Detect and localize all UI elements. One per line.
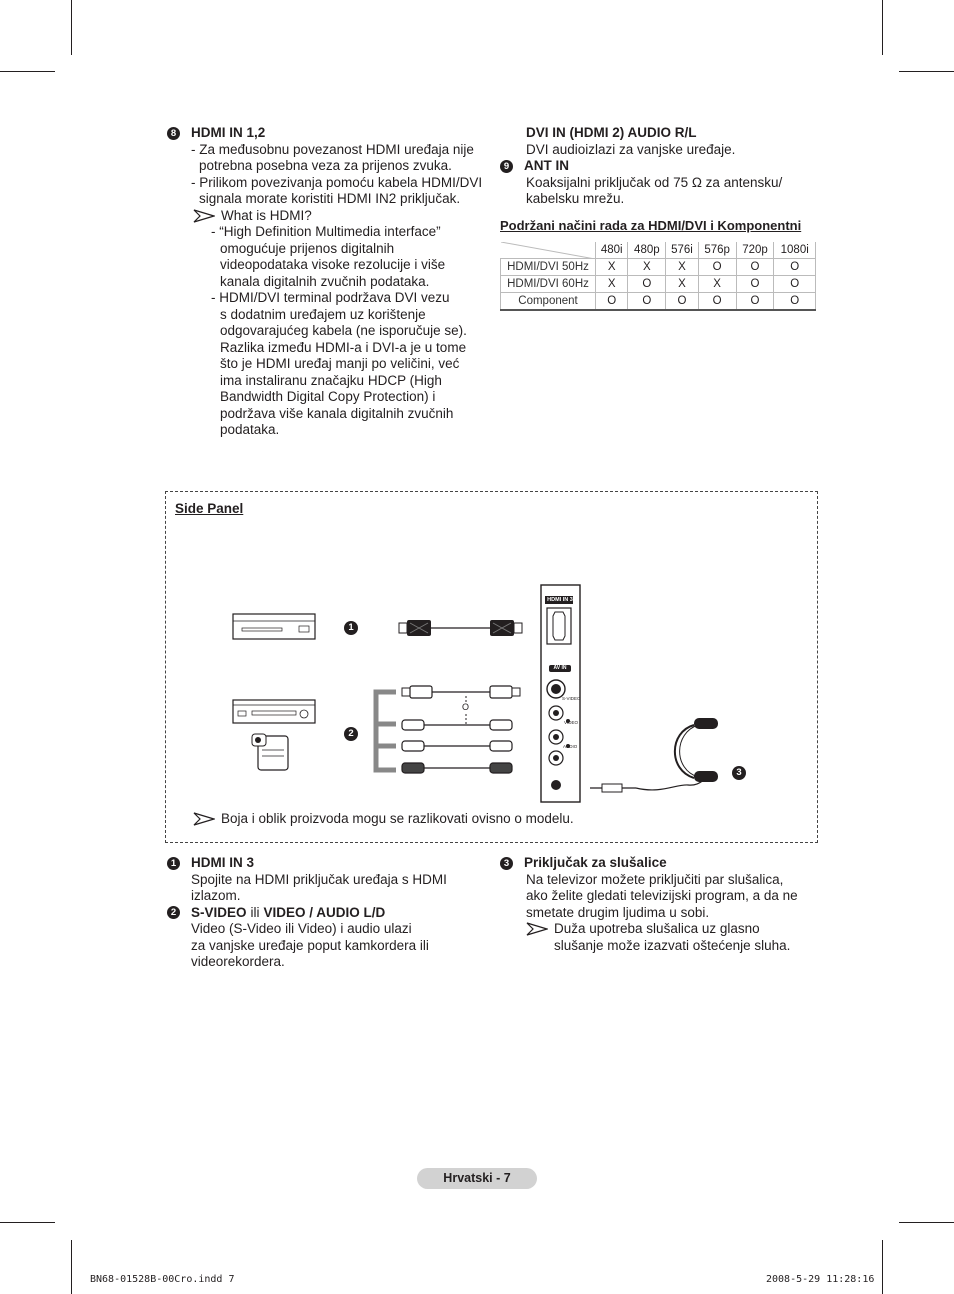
table-cell: X bbox=[698, 276, 736, 293]
side-panel-box bbox=[165, 491, 818, 843]
note-item-line: Bandwidth Digital Copy Protection) i bbox=[220, 389, 436, 404]
hdmi-line: - Za međusobnu povezanost HDMI uređaja nije bbox=[191, 141, 474, 157]
hdmi-note-title: What is HDMI? bbox=[221, 207, 312, 223]
svideo-label: S-VIDEO bbox=[562, 696, 581, 701]
table-cell: O bbox=[698, 293, 736, 311]
callout-3-number: 3 bbox=[736, 767, 742, 778]
table-header-cell: 1080i bbox=[774, 242, 816, 259]
headphones-icon bbox=[590, 718, 718, 792]
table-cell: X bbox=[596, 276, 628, 293]
item2-title-b: VIDEO / AUDIO L/D bbox=[263, 904, 386, 920]
page-number-badge: Hrvatski - 7 bbox=[417, 1168, 537, 1189]
hdmi-line: - Prilikom povezivanja pomoću kabela HDMI/DVI bbox=[191, 174, 483, 190]
crop-mark bbox=[71, 0, 72, 55]
crop-mark bbox=[882, 0, 883, 55]
dvd-player-icon bbox=[233, 614, 315, 639]
note-item-line: odgovarajućeg kabela (ne isporučuje se). bbox=[220, 323, 467, 338]
crop-mark bbox=[899, 71, 954, 72]
item3-line: smetate drugim ljudima u sobi. bbox=[526, 904, 710, 920]
item2-line: za vanjske uređaje poput kamkordera ili bbox=[191, 937, 429, 953]
hdmi-section-title: HDMI IN 1,2 bbox=[191, 125, 266, 140]
item3-note-line: slušanje može izazvati oštećenje sluha. bbox=[554, 937, 791, 953]
item3-line: Na televizor možete priključiti par slušalica, bbox=[526, 871, 784, 887]
item2-title-mid: ili bbox=[250, 904, 260, 920]
note-arrow-icon bbox=[193, 209, 215, 223]
table-cell: X bbox=[666, 259, 698, 276]
side-panel-note bbox=[193, 811, 574, 828]
ant-line: Koaksijalni priključak od 75 Ω za antensku/ bbox=[526, 174, 783, 190]
note-item-line: što je HDMI uređaj manji po veličini, već bbox=[220, 356, 460, 371]
table-header-cell: 480i bbox=[596, 242, 628, 259]
hdmi-cable bbox=[399, 620, 522, 636]
table-header-cell: 480p bbox=[628, 242, 666, 259]
table-cell: O bbox=[628, 293, 666, 311]
ant-heading bbox=[500, 158, 820, 175]
bottom-right-section bbox=[500, 855, 820, 954]
side-panel-title: Side Panel bbox=[175, 501, 244, 516]
item3-title: Priključak za slušalice bbox=[524, 855, 667, 870]
crop-mark bbox=[899, 1222, 954, 1223]
video-label: VIDEO bbox=[564, 720, 579, 725]
hdmi-section bbox=[167, 125, 487, 439]
ant-line: kabelsku mrežu. bbox=[526, 191, 625, 206]
hdmi-section-heading bbox=[167, 125, 487, 142]
table-header-cell: 576p bbox=[698, 242, 736, 259]
note-item-line: ima instaliranu značajku HDCP (High bbox=[220, 372, 442, 388]
item1-heading bbox=[167, 855, 487, 872]
item3-note-line: Duža upotreba slušalica uz glasno bbox=[554, 921, 760, 936]
callout-2-number: 2 bbox=[348, 728, 354, 739]
rca-cable-video bbox=[402, 720, 512, 730]
table-cell: O bbox=[736, 276, 774, 293]
crop-mark bbox=[71, 1240, 72, 1294]
dvi-title: DVI IN (HDMI 2) AUDIO R/L bbox=[526, 125, 697, 140]
table-cell: O bbox=[628, 276, 666, 293]
modes-table bbox=[500, 242, 816, 311]
note-arrow-icon bbox=[526, 922, 548, 936]
note-item-line: videopodataka visoke rezolucije i više bbox=[220, 257, 446, 272]
item3-note bbox=[500, 921, 820, 938]
dvi-section bbox=[500, 125, 820, 311]
diagonal-divider bbox=[501, 242, 595, 259]
table-cell: O bbox=[774, 293, 816, 311]
table-cell: O bbox=[736, 259, 774, 276]
note-item-line: Razlika između HDMI-a i DVI-a je u tome bbox=[220, 339, 467, 355]
note-item-line: podataka. bbox=[220, 422, 280, 437]
camcorder-icon bbox=[252, 734, 288, 770]
bottom-left-section bbox=[167, 855, 487, 971]
audio-label: AUDIO bbox=[563, 744, 578, 749]
table-cell: X bbox=[628, 259, 666, 276]
item3-line: ako želite gledati televizijski program, a da ne bbox=[526, 888, 798, 903]
note-item-line: - “High Definition Multimedia interface” bbox=[211, 224, 441, 239]
crop-mark bbox=[0, 71, 55, 72]
table-cell: X bbox=[596, 259, 628, 276]
dvi-text: DVI audioizlazi za vanjske uređaje. bbox=[526, 141, 736, 157]
note-arrow-icon bbox=[193, 812, 215, 826]
hdmi-note bbox=[167, 208, 487, 225]
crop-mark bbox=[0, 1222, 55, 1223]
callout-1-number: 1 bbox=[348, 622, 354, 633]
item1-line: Spojite na HDMI priključak uređaja s HDMI bbox=[191, 871, 447, 887]
crop-mark bbox=[882, 1240, 883, 1294]
table-row bbox=[501, 259, 816, 276]
table-header-cell: 720p bbox=[736, 242, 774, 259]
vcr-icon bbox=[233, 700, 315, 723]
item3-heading bbox=[500, 855, 820, 872]
av-cable-bracket bbox=[376, 692, 396, 770]
table-cell: O bbox=[698, 259, 736, 276]
item2-line: videorekordera. bbox=[191, 954, 285, 969]
hdmi-in-3-label: HDMI IN 3 bbox=[547, 597, 573, 603]
item1-line: izlazom. bbox=[191, 888, 241, 903]
table-row-label: Component bbox=[501, 293, 596, 311]
table-header-cell: 576i bbox=[666, 242, 698, 259]
note-item-line: s dodatnim uređajem uz korištenje bbox=[220, 306, 426, 322]
table-header-row bbox=[501, 242, 816, 259]
table-cell: X bbox=[666, 276, 698, 293]
slug-date: 2008-5-29 11:28:16 bbox=[766, 1274, 875, 1285]
table-cell: O bbox=[774, 276, 816, 293]
connection-diagram bbox=[166, 492, 817, 842]
item2-title-a: S-VIDEO bbox=[191, 904, 247, 920]
ant-title: ANT IN bbox=[524, 158, 569, 173]
svideo-cable bbox=[402, 686, 520, 724]
item2-heading bbox=[167, 905, 487, 922]
tv-side-panel bbox=[541, 585, 580, 802]
table-row-label: HDMI/DVI 60Hz bbox=[501, 276, 596, 293]
table-cell: O bbox=[774, 259, 816, 276]
number-badge: 8 bbox=[167, 127, 180, 140]
side-panel-note-text: Boja i oblik proizvoda mogu se razlikovati ovisno o modelu. bbox=[221, 811, 574, 826]
table-cell: O bbox=[736, 293, 774, 311]
rca-cable-audio-right bbox=[402, 763, 512, 773]
rca-cable-audio-left bbox=[402, 741, 512, 751]
table-row-label: HDMI/DVI 50Hz bbox=[501, 259, 596, 276]
table-cell: O bbox=[666, 293, 698, 311]
note-item-line: omogućuje prijenos digitalnih bbox=[220, 240, 395, 256]
note-item-line: podržava više kanala digitalnih zvučnih bbox=[220, 405, 454, 421]
table-cell: O bbox=[596, 293, 628, 311]
or-label: O bbox=[462, 702, 470, 712]
note-item-line: kanala digitalnih zvučnih podataka. bbox=[220, 273, 430, 289]
item1-title: HDMI IN 3 bbox=[191, 855, 255, 870]
number-badge: 3 bbox=[500, 857, 513, 870]
number-badge: 9 bbox=[500, 160, 513, 173]
note-item-line: - HDMI/DVI terminal podržava DVI vezu bbox=[211, 290, 450, 305]
table-corner-cell bbox=[501, 242, 596, 259]
hdmi-line: potrebna posebna veza za prijenos zvuka. bbox=[199, 158, 452, 173]
hdmi-line: signala morate koristiti HDMI IN2 priključak. bbox=[199, 191, 461, 206]
table-row bbox=[501, 293, 816, 311]
table-row bbox=[501, 276, 816, 293]
slug-file: BN68-01528B-00Cro.indd 7 bbox=[90, 1274, 235, 1285]
number-badge: 2 bbox=[167, 906, 180, 919]
item2-line: Video (S-Video ili Video) i audio ulazi bbox=[191, 921, 412, 936]
modes-table-title: Podržani načini rada za HDMI/DVI i Komponentni bbox=[500, 217, 802, 233]
av-in-label: AV IN bbox=[553, 665, 567, 671]
number-badge: 1 bbox=[167, 857, 180, 870]
